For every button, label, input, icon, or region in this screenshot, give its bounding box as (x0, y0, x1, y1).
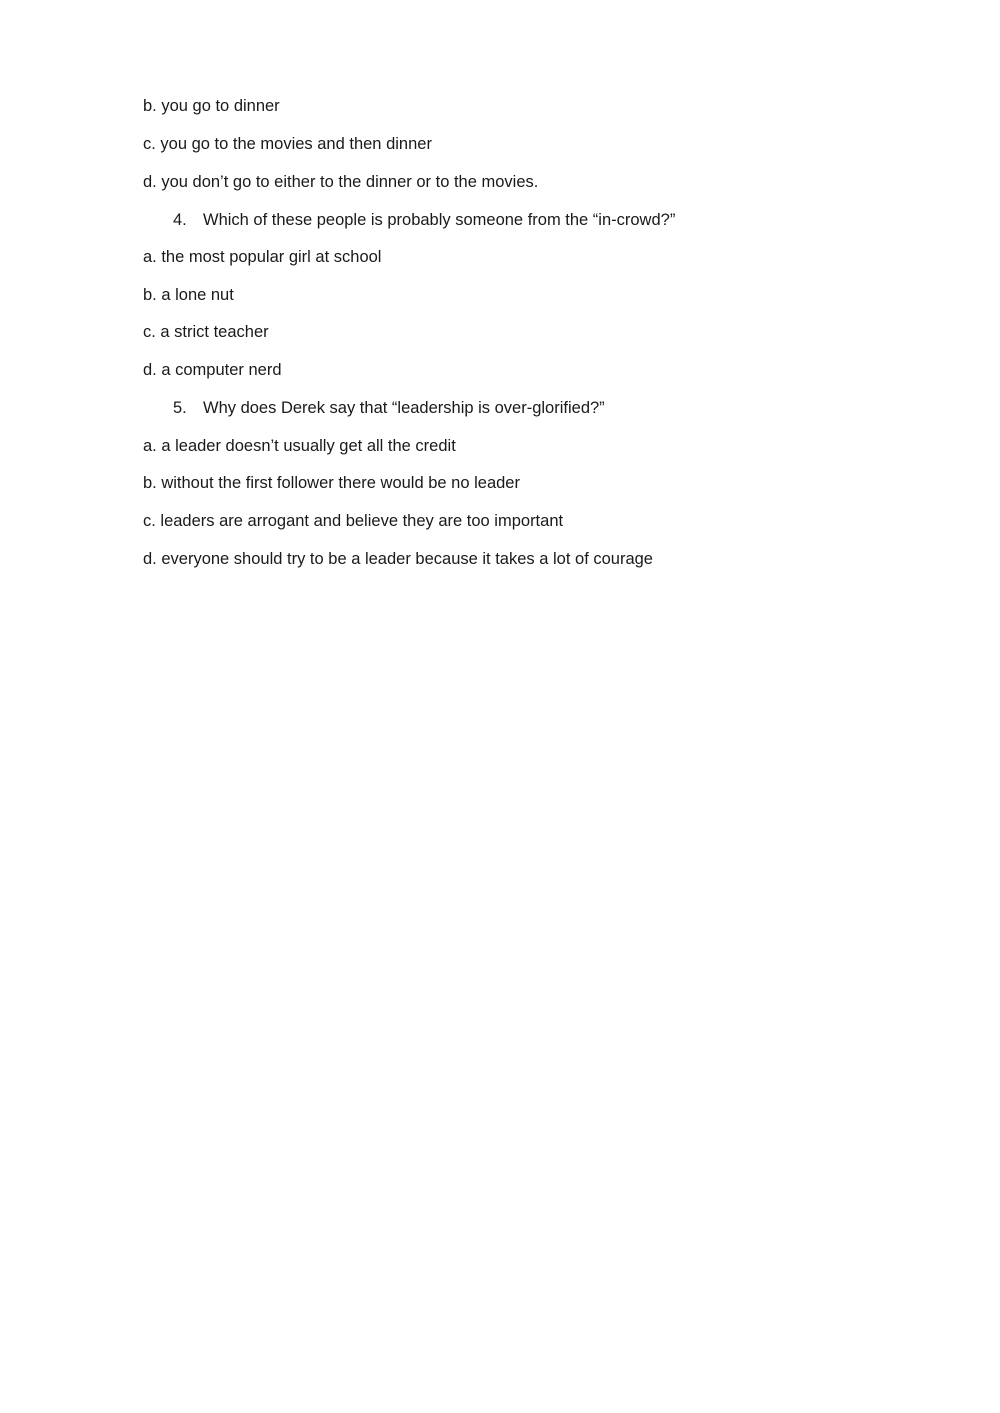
answer-option: b. without the first follower there would be no leader (143, 474, 520, 492)
answer-option: b. you go to dinner (143, 97, 280, 115)
question-text: Which of these people is probably someone from the “in-crowd?” (203, 211, 676, 229)
question-number: 4. (173, 211, 187, 229)
answer-option: c. you go to the movies and then dinner (143, 135, 432, 153)
answer-option: c. leaders are arrogant and believe they are too important (143, 512, 564, 530)
answer-option: d. you don’t go to either to the dinner or to the movies. (143, 173, 539, 191)
question-text: Why does Derek say that “leadership is over-glorified?” (203, 399, 605, 417)
answer-option: c. a strict teacher (143, 323, 269, 341)
answer-option: d. a computer nerd (143, 361, 282, 379)
answer-option: a. a leader doesn’t usually get all the credit (143, 437, 456, 455)
answer-option: d. everyone should try to be a leader because it takes a lot of courage (143, 550, 653, 568)
answer-option: a. the most popular girl at school (143, 248, 382, 266)
answer-option: b. a lone nut (143, 286, 234, 304)
question-number: 5. (173, 399, 187, 417)
